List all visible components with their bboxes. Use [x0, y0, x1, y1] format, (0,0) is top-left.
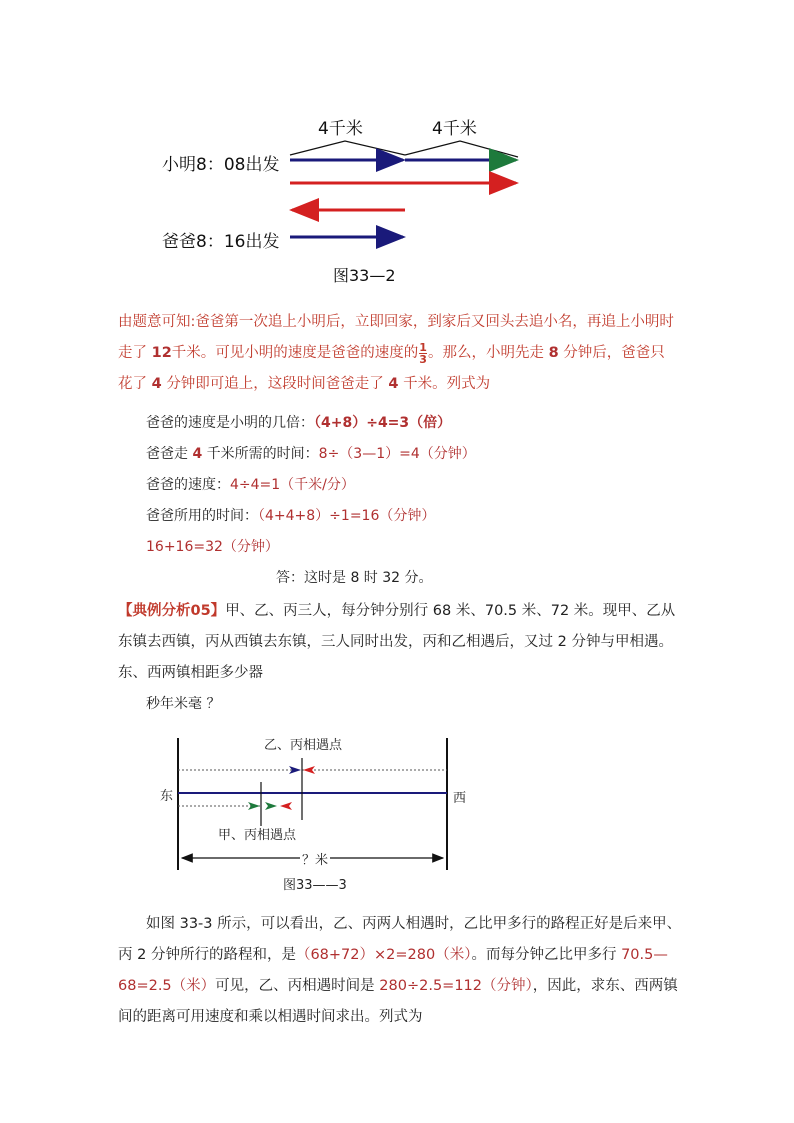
step-5: 16+16=32（分钟）	[146, 539, 279, 555]
solution-2: 如图 33-3 所示，可以看出，乙、丙两人相遇时，乙比甲多行的路程正好是后来甲、丙 2 分钟所行的路程和，是（68+72）×2=280（米）。而每分钟乙比甲多行 70.5—68=2.5（米）可见，乙、丙相遇时间是 280÷2.5=112（分钟），因此，求东、西两镇间的距离可用速度和乘以相遇时间求出。列式为	[118, 916, 682, 1025]
figure-2-caption: 图33——3	[283, 878, 347, 893]
example-05-sub: 秒年米毫 ？	[146, 696, 221, 712]
east-label: 东	[160, 789, 174, 804]
figure-33-2	[150, 105, 570, 295]
step-1: 爸爸的速度是小明的几倍：（4+8）÷4=3（倍）	[146, 415, 452, 431]
jia-bing-label: 甲、丙相遇点	[218, 828, 297, 843]
top-label-1: 4千米	[318, 119, 363, 139]
west-label: 西	[453, 791, 467, 806]
step-3: 爸爸的速度：4÷4=1（千米/分）	[146, 477, 355, 493]
yi-bing-label: 乙、丙相遇点	[264, 738, 343, 753]
example-tag: 【典例分析05】	[118, 603, 226, 619]
answer-1: 答：这时是 8 时 32 分。	[276, 570, 433, 586]
figure-33-3	[150, 728, 480, 893]
top-label-2: 4千米	[432, 119, 477, 139]
xiaoming-label: 小明8：08出发	[162, 155, 280, 175]
bing-arrow-head-upper	[303, 766, 315, 774]
solution-intro: 由题意可知:爸爸第一次追上小明后，立即回家，到家后又回头去追小名，再追上小明时走了 12千米。可见小明的速度是爸爸的速度的 $\frac{1}{3}$ 。那么，小明先走 8 分钟后，爸爸只花了 4 分钟即可追上，这段时间爸爸走了 4 千米。列式为	[118, 314, 674, 392]
jia-arrow-head-2	[265, 802, 277, 810]
example-05: 【典例分析05】甲、乙、丙三人，每分钟分别行 68 米、70.5 米、72 米。现甲、乙从东镇去西镇，丙从西镇去东镇，三人同时出发，丙和乙相遇后，又过 2 分钟与甲相遇。东、西两镇相距多少器	[118, 603, 676, 681]
step-4: 爸爸所用的时间：（4+4+8）÷1=16（分钟）	[146, 508, 436, 524]
brace-left	[290, 141, 405, 155]
step-2: 爸爸走 4 千米所需的时间：8÷（3—1）=4（分钟）	[146, 446, 476, 462]
fraction-one-third: $\frac{1}{3}$	[419, 340, 427, 366]
jia-arrow-head-1	[248, 802, 260, 810]
baba-label: 爸爸8：16出发	[162, 232, 280, 252]
brace-right	[405, 141, 518, 157]
figure-caption: 图33—2	[333, 266, 396, 285]
bing-arrow-head-lower	[280, 802, 292, 810]
distance-label: ？米	[300, 849, 330, 868]
